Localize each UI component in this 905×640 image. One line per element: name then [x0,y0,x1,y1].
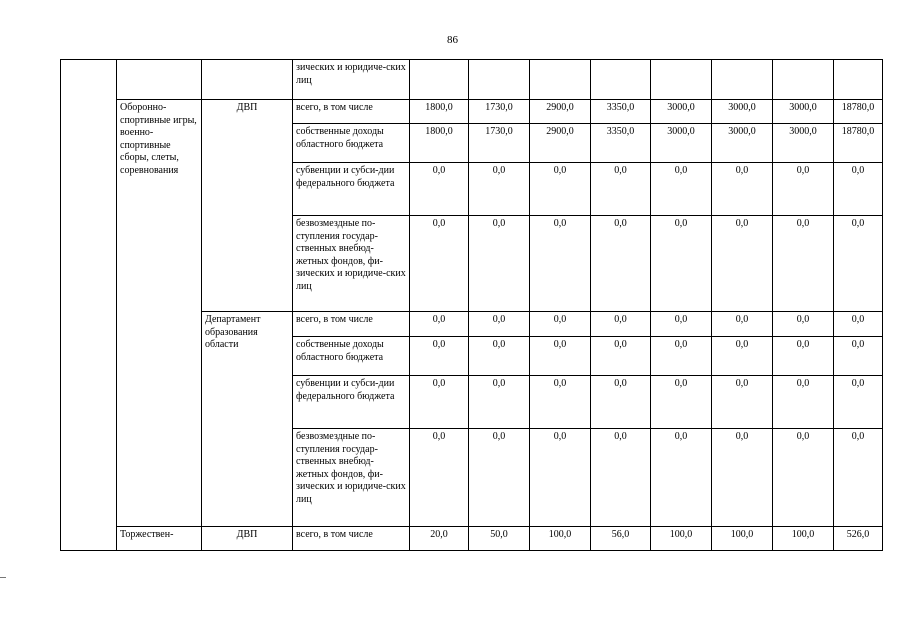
value-cell: 56,0 [591,527,651,551]
value-cell: 0,0 [834,429,883,527]
value-cell [469,60,530,100]
value-cell: 0,0 [469,216,530,312]
funding-source-cell: безвозмездные по-ступления государ-ственных внебюд-жетных фондов, фи-зических и юридиче-ских лиц [293,216,410,312]
value-cell: 0,0 [773,312,834,337]
index-cell [61,60,117,551]
value-cell: 3000,0 [773,124,834,163]
value-cell: 0,0 [773,376,834,429]
value-cell: 0,0 [591,216,651,312]
event-cell: Торжествен- [117,527,202,551]
value-cell: 0,0 [410,337,469,376]
value-cell: 1800,0 [410,124,469,163]
value-cell: 3000,0 [651,124,712,163]
value-cell: 0,0 [469,429,530,527]
funding-source-cell: безвозмездные по-ступления государ-ственных внебюд-жетных фондов, фи-зических и юридиче-ских лиц [293,429,410,527]
value-cell: 0,0 [712,163,773,216]
value-cell: 100,0 [530,527,591,551]
value-cell: 0,0 [469,163,530,216]
funding-source-cell: всего, в том числе [293,312,410,337]
value-cell: 0,0 [591,312,651,337]
value-cell: 3000,0 [712,124,773,163]
value-cell: 0,0 [773,429,834,527]
value-cell: 0,0 [591,429,651,527]
value-cell: 0,0 [469,312,530,337]
value-cell [773,60,834,100]
value-cell: 3350,0 [591,124,651,163]
value-cell: 3000,0 [712,100,773,124]
value-cell: 0,0 [410,216,469,312]
funding-source-cell: субвенции и субси-дии федерального бюджета [293,376,410,429]
value-cell: 0,0 [712,376,773,429]
table-row [61,527,883,551]
value-cell: 0,0 [712,429,773,527]
page-number: 86 [447,34,458,46]
value-cell: 0,0 [712,312,773,337]
value-cell: 0,0 [651,337,712,376]
executor-cell [202,60,293,100]
value-cell: 100,0 [712,527,773,551]
value-cell: 20,0 [410,527,469,551]
value-cell: 1730,0 [469,100,530,124]
event-cell: Оборонно-спортивные игры, военно-спортивные сборы, слеты, соревнования [117,100,202,527]
value-cell: 0,0 [651,163,712,216]
value-cell: 18780,0 [834,124,883,163]
value-cell: 0,0 [530,429,591,527]
value-cell: 0,0 [712,337,773,376]
value-cell: 0,0 [410,376,469,429]
value-cell: 100,0 [773,527,834,551]
value-cell: 0,0 [591,163,651,216]
value-cell: 0,0 [530,337,591,376]
value-cell: 0,0 [773,337,834,376]
value-cell: 0,0 [651,216,712,312]
funding-source-cell: собственные доходы областного бюджета [293,337,410,376]
table-row [61,60,883,100]
value-cell: 3000,0 [773,100,834,124]
value-cell [530,60,591,100]
funding-source-cell: всего, в том числе [293,527,410,551]
funding-source-cell: собственные доходы областного бюджета [293,124,410,163]
value-cell [651,60,712,100]
value-cell: 0,0 [834,337,883,376]
value-cell: 0,0 [591,376,651,429]
funding-source-cell: зических и юридиче-ских лиц [293,60,410,100]
value-cell: 0,0 [712,216,773,312]
value-cell: 0,0 [410,312,469,337]
funding-source-cell: субвенции и субси-дии федерального бюджета [293,163,410,216]
value-cell: 0,0 [834,163,883,216]
value-cell: 0,0 [469,376,530,429]
value-cell: 0,0 [773,216,834,312]
value-cell [591,60,651,100]
value-cell [834,60,883,100]
executor-cell: ДВП [202,100,293,312]
table-row [61,100,883,124]
value-cell: 0,0 [651,429,712,527]
value-cell: 0,0 [591,337,651,376]
value-cell: 526,0 [834,527,883,551]
value-cell: 3350,0 [591,100,651,124]
executor-cell: Департамент образования области [202,312,293,527]
funding-source-cell: всего, в том числе [293,100,410,124]
value-cell: 50,0 [469,527,530,551]
value-cell: 0,0 [530,376,591,429]
value-cell: 0,0 [530,312,591,337]
budget-table [60,59,883,551]
event-cell [117,60,202,100]
value-cell: 100,0 [651,527,712,551]
value-cell: 0,0 [834,312,883,337]
value-cell: 1730,0 [469,124,530,163]
value-cell: 0,0 [773,163,834,216]
value-cell: 0,0 [651,376,712,429]
value-cell: 2900,0 [530,124,591,163]
value-cell: 0,0 [834,376,883,429]
value-cell: 3000,0 [651,100,712,124]
value-cell: 0,0 [530,216,591,312]
value-cell: 0,0 [530,163,591,216]
value-cell: 0,0 [410,429,469,527]
value-cell [410,60,469,100]
value-cell: 2900,0 [530,100,591,124]
value-cell: 0,0 [834,216,883,312]
value-cell: 18780,0 [834,100,883,124]
value-cell: 0,0 [410,163,469,216]
value-cell: 0,0 [469,337,530,376]
value-cell: 1800,0 [410,100,469,124]
scan-edge-mark [0,577,6,578]
value-cell: 0,0 [651,312,712,337]
executor-cell: ДВП [202,527,293,551]
value-cell [712,60,773,100]
